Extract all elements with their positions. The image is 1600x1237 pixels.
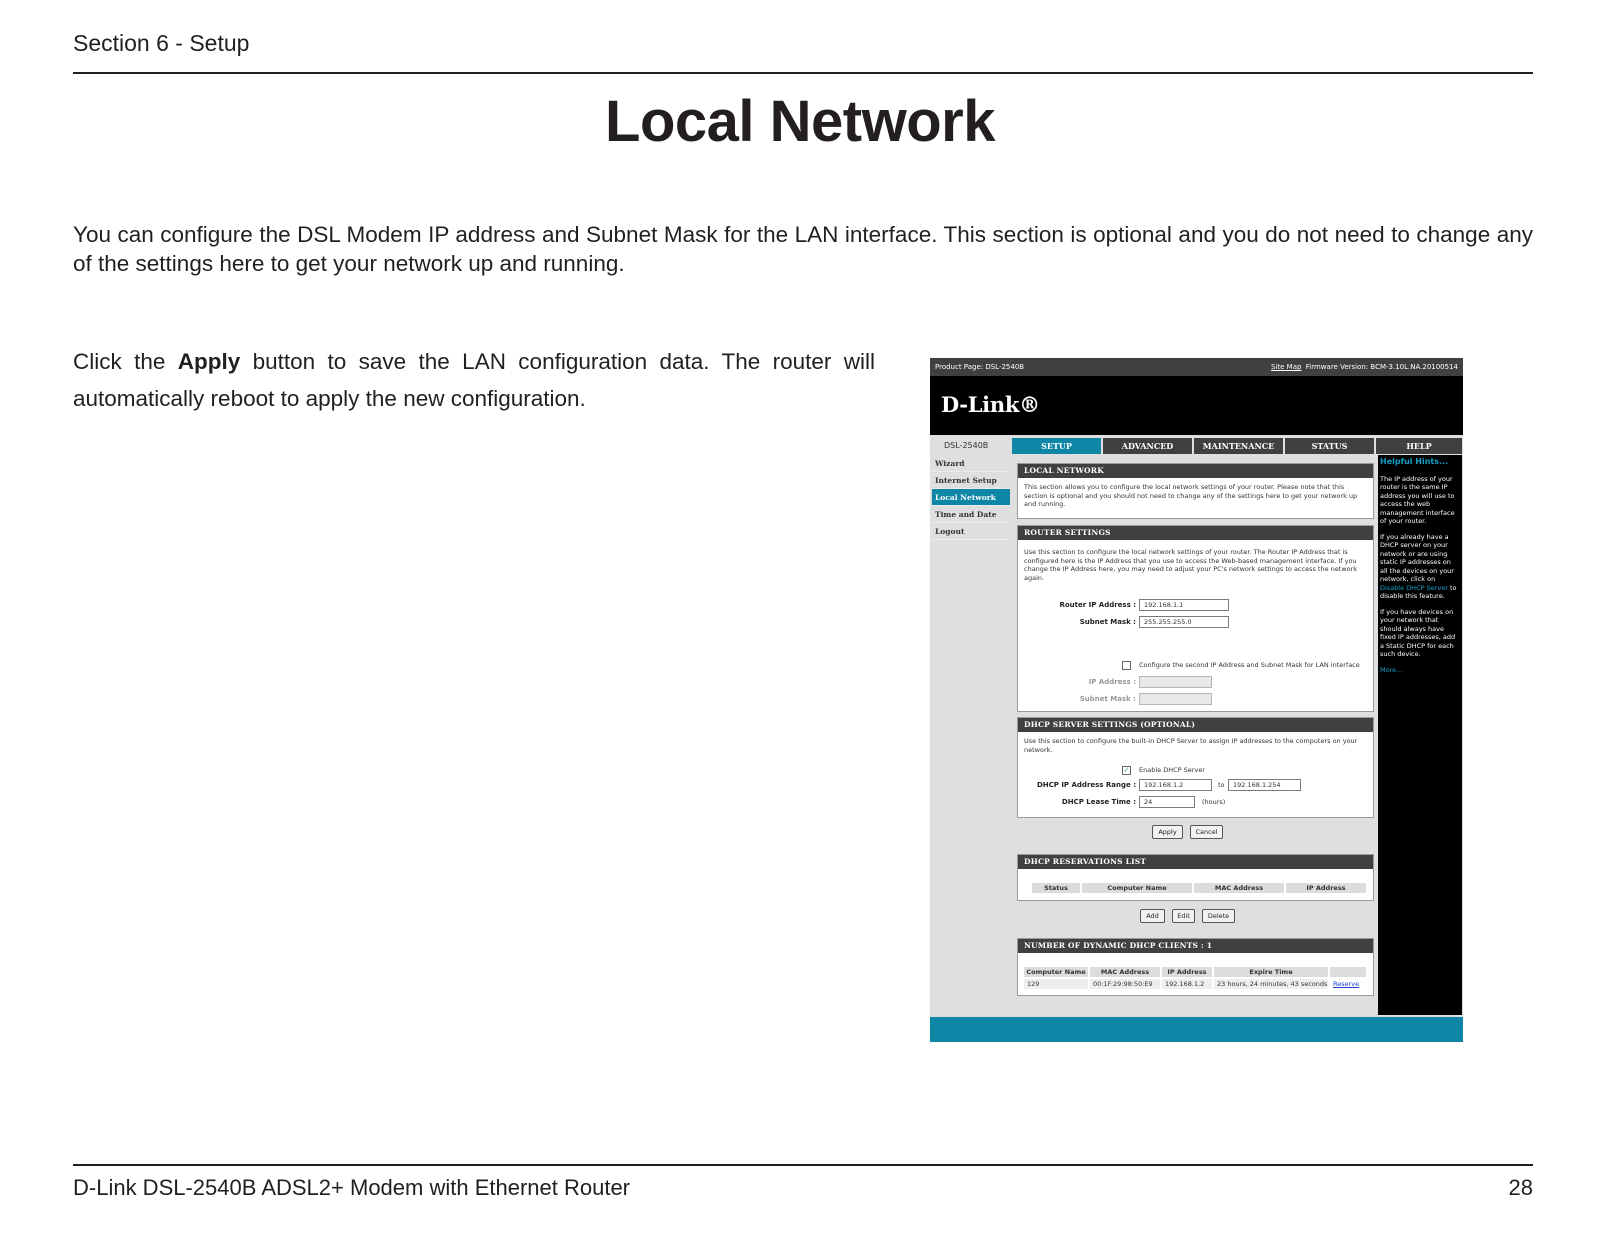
hint-paragraph-2 — [1380, 533, 1460, 601]
more-link[interactable]: More... — [1380, 665, 1403, 674]
dhcp-range-label: DHCP IP Address Range : — [1036, 781, 1136, 789]
client-col-action — [1330, 967, 1366, 977]
reserve-link[interactable]: Reserve — [1333, 980, 1360, 988]
add-button[interactable]: Add — [1140, 909, 1165, 923]
local-network-header: LOCAL NETWORK — [1018, 464, 1373, 478]
apply-button[interactable]: Apply — [1152, 825, 1183, 839]
subnet-mask-label: Subnet Mask : — [1079, 618, 1136, 626]
dhcp-range-to: to — [1218, 781, 1225, 789]
delete-button[interactable]: Delete — [1202, 909, 1235, 923]
product-page-label: Product Page: DSL-2540B — [935, 363, 1025, 371]
sidebar-item-internet-setup[interactable]: Internet Setup — [932, 472, 1010, 489]
sidebar-item-logout[interactable]: Logout — [932, 523, 1010, 540]
apply-paragraph — [73, 343, 875, 417]
sidebar-item-local-network[interactable]: Local Network — [932, 489, 1010, 506]
nav-row — [930, 435, 1463, 455]
top-bar — [930, 358, 1463, 376]
brand-banner — [930, 376, 1463, 435]
mask2-label: Subnet Mask : — [1079, 695, 1136, 703]
dhcp-lease-unit: (hours) — [1202, 798, 1226, 806]
side-nav — [932, 455, 1010, 540]
local-network-box — [1017, 463, 1374, 519]
sidebar-item-time-and-date[interactable]: Time and Date — [932, 506, 1010, 523]
res-col-status: Status — [1032, 883, 1080, 893]
local-network-text: This section allows you to configure the local network settings of your router. Please note that this section is optional and you should not need to change any of the settings here to get your network up and running. — [1024, 483, 1358, 508]
client-col-mac: MAC Address — [1090, 967, 1160, 977]
dhcp-range-end-input[interactable]: 192.168.1.254 — [1228, 779, 1301, 791]
reservations-box — [1017, 854, 1374, 901]
tab-maintenance[interactable]: MAINTENANCE — [1194, 438, 1283, 454]
res-col-mac: MAC Address — [1194, 883, 1284, 893]
ip2-label: IP Address : — [1088, 678, 1136, 686]
second-ip-checkbox[interactable] — [1122, 661, 1131, 670]
dhcp-server-box — [1017, 717, 1374, 818]
apply-bold: Apply — [177, 349, 241, 374]
second-ip-label: Configure the second IP Address and Subnet Mask for LAN interface — [1139, 661, 1360, 669]
client-col-expire: Expire Time — [1214, 967, 1328, 977]
router-settings-header: ROUTER SETTINGS — [1018, 526, 1373, 540]
res-col-computer-name: Computer Name — [1082, 883, 1192, 893]
hint-2-text: If you already have a DHCP server on your network or are using static IP addresses on all the devices on your network, click on — [1380, 532, 1454, 583]
footer-rule — [73, 1164, 1533, 1166]
section-header: Section 6 - Setup — [73, 30, 250, 56]
router-settings-text: Use this section to configure the local network settings of your router. The Router IP Address that is configured here is the IP Address that you use to access the Web-based management interface. If you change the IP Address here, you may need to adjust your PC's network settings to access the network again. — [1024, 548, 1358, 582]
dhcp-server-header: DHCP SERVER SETTINGS (OPTIONAL) — [1018, 718, 1373, 732]
site-map-link[interactable]: Site Map — [1271, 363, 1302, 371]
page-number: 28 — [1508, 1175, 1533, 1200]
apply-text-before: Click the — [73, 349, 178, 374]
client-ip: 192.168.1.2 — [1162, 979, 1212, 989]
firmware-version: Firmware Version: BCM-3.10L.NA.20100514 — [1305, 363, 1458, 371]
router-screenshot — [930, 358, 1463, 1042]
cancel-button[interactable]: Cancel — [1190, 825, 1223, 839]
dhcp-lease-label: DHCP Lease Time : — [1061, 798, 1136, 806]
subnet-mask-input[interactable]: 255.255.255.0 — [1139, 616, 1229, 628]
intro-paragraph: You can configure the DSL Modem IP address and Subnet Mask for the LAN interface. This section is optional and you do not need to change any of the settings here to get your network up and running. — [73, 222, 1533, 276]
edit-button[interactable]: Edit — [1172, 909, 1195, 923]
router-settings-box — [1017, 525, 1374, 712]
footer-product-name: D-Link DSL-2540B ADSL2+ Modem with Ethernet Router — [73, 1175, 631, 1200]
enable-dhcp-label: Enable DHCP Server — [1139, 766, 1205, 774]
dhcp-range-start-input[interactable]: 192.168.1.2 — [1139, 779, 1212, 791]
apply-text-after: button to save the LAN configuration data. The router will automatically reboot to apply the new configuration. — [73, 349, 875, 411]
dhcp-lease-input[interactable]: 24 — [1139, 796, 1195, 808]
model-label: DSL-2540B — [944, 441, 989, 450]
enable-dhcp-checkbox[interactable]: ✓ — [1123, 766, 1130, 774]
mask2-input[interactable] — [1139, 693, 1212, 705]
helpful-hints-panel — [1378, 455, 1462, 1015]
client-col-ip: IP Address — [1162, 967, 1212, 977]
dhcp-clients-box — [1017, 938, 1374, 996]
dhcp-server-text: Use this section to configure the built-in DHCP Server to assign IP addresses to the computers on your network. — [1024, 737, 1358, 754]
main-content — [1012, 455, 1372, 1015]
hint-paragraph-3: If you have devices on your network that should always have fixed IP addresses, add a Static DHCP for each such device. — [1380, 607, 1456, 658]
bottom-bar — [930, 1017, 1463, 1042]
page-title: Local Network — [605, 89, 995, 154]
client-col-computer-name: Computer Name — [1024, 967, 1088, 977]
router-ip-label: Router IP Address : — [1059, 601, 1136, 609]
tab-advanced[interactable]: ADVANCED — [1103, 438, 1192, 454]
client-computer-name: 129 — [1024, 979, 1088, 989]
dlink-logo: D-Link® — [941, 392, 1040, 417]
reservations-header: DHCP RESERVATIONS LIST — [1018, 855, 1373, 869]
client-expire: 23 hours, 24 minutes, 43 seconds — [1214, 979, 1328, 989]
tab-setup[interactable]: SETUP — [1012, 438, 1101, 454]
hints-title: Helpful Hints... — [1380, 457, 1449, 466]
tab-status[interactable]: STATUS — [1285, 438, 1374, 454]
sidebar-item-wizard[interactable]: Wizard — [932, 455, 1010, 472]
hint-2-text-end: to disable this feature. — [1380, 583, 1457, 600]
header-rule — [73, 72, 1533, 74]
disable-dhcp-link[interactable]: Disable DHCP Server — [1380, 583, 1448, 592]
res-col-ip: IP Address — [1286, 883, 1366, 893]
ip2-input[interactable] — [1139, 676, 1212, 688]
router-ip-input[interactable]: 192.168.1.1 — [1139, 599, 1229, 611]
tab-help[interactable]: HELP — [1376, 438, 1462, 454]
hint-paragraph-1: The IP address of your router is the same IP address you will use to access the web management interface of your router. — [1380, 474, 1455, 525]
dhcp-clients-header: NUMBER OF DYNAMIC DHCP CLIENTS : 1 — [1018, 939, 1373, 953]
client-mac: 00:1F:29:98:50:E9 — [1090, 979, 1160, 989]
